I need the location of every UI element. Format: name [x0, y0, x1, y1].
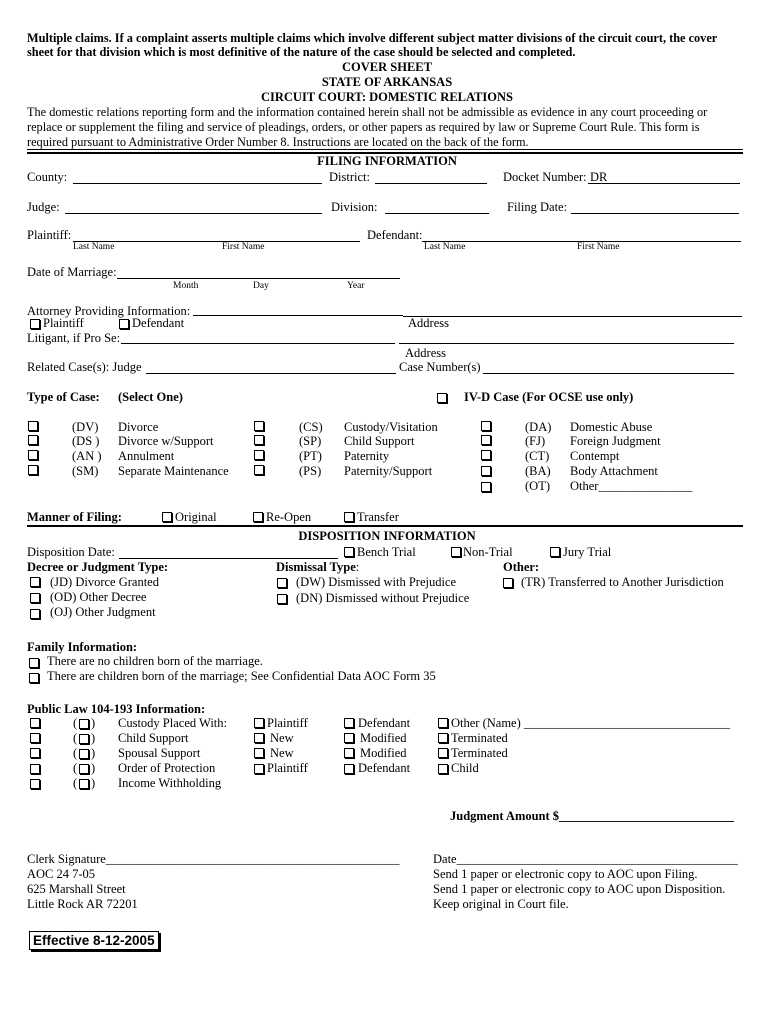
case-type-code: (CS) — [299, 420, 323, 434]
case-type-code: (DV) — [72, 420, 99, 434]
dismissal-type-colon: : — [355, 560, 360, 574]
paren-close: ) — [91, 731, 96, 745]
public-law-b-label: Defendant — [358, 716, 411, 730]
litigant-field[interactable] — [121, 343, 395, 344]
case-type-checkbox[interactable] — [481, 421, 491, 431]
defendant-first-name-caption: First Name — [577, 242, 620, 252]
dismissal-type-text: Dismissal Type — [276, 560, 356, 574]
docket-field[interactable] — [588, 183, 740, 184]
judge-label: Judge: — [27, 200, 60, 214]
dismissal-option: (DW) Dismissed with Prejudice — [296, 575, 457, 589]
date-of-marriage-field[interactable] — [117, 278, 400, 279]
case-type-name: Child Support — [344, 434, 415, 448]
public-law-b-checkbox[interactable] — [344, 764, 354, 774]
case-type-name: Separate Maintenance — [118, 464, 229, 478]
public-law-a-label: New — [270, 731, 294, 745]
bench-trial-checkbox[interactable] — [344, 547, 354, 557]
plaintiff-last-name-caption: Last Name — [73, 242, 115, 252]
dismissal-type-label — [276, 560, 359, 574]
filing-info-title: FILING INFORMATION — [317, 154, 457, 168]
case-type-name: Divorce — [118, 420, 159, 434]
county-field[interactable] — [73, 183, 322, 184]
family-info-label: Family Information: — [27, 640, 138, 654]
public-law-b-label: Defendant — [358, 761, 411, 775]
public-law-c-label: Terminated — [451, 746, 508, 760]
dismissal-checkbox[interactable] — [277, 594, 287, 604]
public-law-b-checkbox[interactable] — [344, 748, 354, 758]
case-type-label: Type of Case: — [27, 390, 100, 404]
public-law-sub-checkbox[interactable] — [79, 734, 89, 744]
bench-trial-label: Bench Trial — [357, 545, 416, 559]
filing-date-label: Filing Date: — [507, 200, 568, 214]
copy-instruction: Send 1 paper or electronic copy to AOC upon Disposition. — [433, 882, 726, 896]
public-law-sub-checkbox[interactable] — [79, 779, 89, 789]
paren-open: ( — [73, 731, 78, 745]
public-law-a-label: Plaintiff — [267, 716, 308, 730]
effective-date-box: Effective 8-12-2005 — [29, 931, 159, 950]
case-type-name: Other_______________ — [570, 479, 693, 493]
case-type-name: Contempt — [570, 449, 620, 463]
form-title: COVER SHEET — [342, 60, 432, 74]
public-law-a-checkbox[interactable] — [254, 718, 264, 728]
attorney-address-caption: Address — [408, 316, 449, 330]
case-type-code: (PS) — [299, 464, 322, 478]
intro-line-1: Multiple claims. If a complaint asserts multiple claims which involve different subject matter divisions of the circuit court, the cover — [27, 31, 718, 45]
attorney-plaintiff-checkbox[interactable] — [30, 319, 40, 329]
family-option: There are no children born of the marriage. — [47, 654, 263, 668]
case-type-select-one: (Select One) — [118, 390, 183, 404]
decree-checkbox[interactable] — [30, 609, 40, 619]
paren-open: ( — [73, 746, 78, 760]
paren-close: ) — [91, 776, 96, 790]
county-label: County: — [27, 170, 68, 184]
case-type-name: Domestic Abuse — [570, 420, 653, 434]
public-law-a-label: Plaintiff — [267, 761, 308, 775]
family-option: There are children born of the marriage; See Confidential Data AOC Form 35 — [47, 669, 436, 683]
filing-date-field[interactable] — [571, 213, 739, 214]
defendant-label: Defendant: — [367, 228, 423, 242]
case-type-name: Paternity/Support — [344, 464, 433, 478]
form-state: STATE OF ARKANSAS — [321, 75, 453, 89]
plaintiff-field[interactable] — [73, 241, 360, 242]
case-type-checkbox[interactable] — [254, 421, 264, 431]
case-type-name: Foreign Judgment — [570, 434, 661, 448]
date-of-marriage-label: Date of Marriage: — [27, 265, 117, 279]
plaintiff-label: Plaintiff: — [27, 228, 72, 242]
case-type-name: Divorce w/Support — [118, 434, 214, 448]
docket-value: DR — [590, 170, 608, 184]
case-type-checkbox[interactable] — [28, 421, 38, 431]
case-type-checkbox[interactable] — [28, 450, 38, 460]
year-caption: Year — [347, 281, 365, 291]
division-label: Division: — [331, 200, 378, 214]
case-type-name: Custody/Visitation — [344, 420, 438, 434]
family-checkbox[interactable] — [29, 658, 39, 668]
public-law-item: Order of Protection — [118, 761, 216, 775]
public-law-a-label: New — [270, 746, 294, 760]
public-law-c-label: Child — [451, 761, 479, 775]
case-type-checkbox[interactable] — [254, 450, 264, 460]
case-type-name: Body Attachment — [570, 464, 658, 478]
case-type-checkbox[interactable] — [481, 435, 491, 445]
case-type-code: (CT) — [525, 449, 550, 463]
transfer-label: Transfer — [357, 510, 399, 524]
case-type-code: (BA) — [525, 464, 551, 478]
paren-close: ) — [91, 761, 96, 775]
case-type-checkbox[interactable] — [254, 435, 264, 445]
case-type-checkbox[interactable] — [481, 482, 491, 492]
public-law-checkbox[interactable] — [30, 748, 40, 758]
case-type-checkbox[interactable] — [28, 435, 38, 445]
public-law-sub-checkbox[interactable] — [79, 719, 89, 729]
attorney-plaintiff-label: Plaintiff — [43, 316, 84, 330]
case-type-code: (SM) — [72, 464, 99, 478]
copy-instruction: Keep original in Court file. — [433, 897, 569, 911]
intro-line-2: sheet for that division which is most definitive of the nature of the case should be selected and completed. — [27, 45, 576, 59]
public-law-label: Public Law 104-193 Information: — [27, 702, 206, 716]
public-law-b-checkbox[interactable] — [344, 718, 354, 728]
case-type-name: Annulment — [118, 449, 175, 463]
disposition-date-label: Disposition Date: — [27, 545, 115, 559]
public-law-item: Income Withholding — [118, 776, 222, 790]
public-law-c-label: Other (Name) _________________________________ — [451, 716, 731, 730]
aoc-city: Little Rock AR 72201 — [27, 897, 138, 911]
form-court: CIRCUIT COURT: DOMESTIC RELATIONS — [260, 90, 514, 104]
case-type-name: Paternity — [344, 449, 390, 463]
copy-instruction: Send 1 paper or electronic copy to AOC upon Filing. — [433, 867, 698, 881]
family-checkbox[interactable] — [29, 673, 39, 683]
reopen-label: Re-Open — [266, 510, 312, 524]
district-label: District: — [329, 170, 370, 184]
divider — [27, 525, 743, 527]
litigant-label: Litigant, if Pro Se: — [27, 331, 121, 345]
related-cases-label: Related Case(s): Judge — [27, 360, 142, 374]
dismissal-option: (DN) Dismissed without Prejudice — [296, 591, 470, 605]
disposition-date-field[interactable] — [119, 558, 338, 559]
attorney-defendant-checkbox[interactable] — [119, 319, 129, 329]
divider — [27, 149, 743, 150]
manner-of-filing-label: Manner of Filing: — [27, 510, 122, 524]
aoc-form-number: AOC 24 7-05 — [27, 867, 96, 881]
case-type-checkbox[interactable] — [481, 450, 491, 460]
transferred-checkbox[interactable] — [503, 578, 513, 588]
case-type-code: (DA) — [525, 420, 552, 434]
case-type-code: (DS ) — [72, 434, 100, 448]
decree-option: (OJ) Other Judgment — [50, 605, 156, 619]
decree-checkbox[interactable] — [30, 577, 40, 587]
ivd-checkbox[interactable] — [437, 393, 447, 403]
decree-type-label: Decree or Judgment Type: — [27, 560, 169, 574]
notice-line-2: replace or supplement the filing and service of pleadings, orders, or other papers as required by law or Supreme Court Rule. This form is — [27, 120, 700, 134]
attorney-defendant-label: Defendant — [132, 316, 185, 330]
public-law-c-checkbox[interactable] — [438, 718, 448, 728]
case-type-code: (OT) — [525, 479, 550, 493]
case-numbers-field[interactable] — [483, 373, 734, 374]
notice-line-1: The domestic relations reporting form and the information contained herein shall not be admissible as evidence in any court proceeding or — [27, 105, 708, 119]
public-law-b-label: Modified — [360, 731, 407, 745]
public-law-c-checkbox[interactable] — [438, 748, 448, 758]
judgment-amount: Judgment Amount $____________________________ — [450, 809, 735, 823]
case-type-code: (AN ) — [72, 449, 102, 463]
reopen-checkbox[interactable] — [253, 512, 263, 522]
month-caption: Month — [173, 281, 199, 291]
public-law-checkbox[interactable] — [30, 779, 40, 789]
jury-trial-checkbox[interactable] — [550, 547, 560, 557]
case-type-checkbox[interactable] — [28, 465, 38, 475]
decree-option: (OD) Other Decree — [50, 590, 147, 604]
public-law-a-checkbox[interactable] — [254, 764, 264, 774]
disposition-title: DISPOSITION INFORMATION — [298, 529, 476, 543]
paren-open: ( — [73, 761, 78, 775]
public-law-c-checkbox[interactable] — [438, 764, 448, 774]
litigant-address-caption: Address — [405, 346, 446, 360]
dismissal-checkbox[interactable] — [277, 578, 287, 588]
litigant-address-field[interactable] — [399, 343, 734, 344]
plaintiff-first-name-caption: First Name — [222, 242, 265, 252]
public-law-c-checkbox[interactable] — [438, 733, 448, 743]
public-law-sub-checkbox[interactable] — [79, 749, 89, 759]
district-field[interactable] — [375, 183, 487, 184]
original-checkbox[interactable] — [162, 512, 172, 522]
public-law-a-checkbox[interactable] — [254, 733, 264, 743]
public-law-c-label: Terminated — [451, 731, 508, 745]
clerk-signature: Clerk Signature_______________________________________________ — [27, 852, 400, 866]
other-disposition-label: Other: — [503, 560, 540, 574]
public-law-checkbox[interactable] — [30, 733, 40, 743]
paren-open: ( — [73, 716, 78, 730]
non-trial-checkbox[interactable] — [451, 547, 461, 557]
case-numbers-label: Case Number(s) — [399, 360, 481, 374]
public-law-checkbox[interactable] — [30, 764, 40, 774]
public-law-item: Child Support — [118, 731, 189, 745]
day-caption: Day — [253, 281, 269, 291]
attorney-label: Attorney Providing Information: — [27, 304, 191, 318]
original-label: Original — [175, 510, 217, 524]
public-law-checkbox[interactable] — [30, 718, 40, 728]
decree-option: (JD) Divorce Granted — [50, 575, 159, 589]
public-law-a-checkbox[interactable] — [254, 748, 264, 758]
public-law-b-label: Modified — [360, 746, 407, 760]
docket-label: Docket Number: — [503, 170, 587, 184]
paren-open: ( — [73, 776, 78, 790]
paren-close: ) — [91, 716, 96, 730]
case-type-code: (PT) — [299, 449, 322, 463]
case-type-checkbox[interactable] — [254, 465, 264, 475]
public-law-sub-checkbox[interactable] — [79, 764, 89, 774]
defendant-last-name-caption: Last Name — [424, 242, 466, 252]
case-type-checkbox[interactable] — [481, 466, 491, 476]
transferred-option: (TR) Transferred to Another Jurisdiction — [521, 575, 724, 589]
case-type-code: (SP) — [299, 434, 322, 448]
date-signature: Date_____________________________________________ — [433, 852, 738, 866]
attorney-field-right[interactable] — [403, 316, 742, 317]
paren-close: ) — [91, 746, 96, 760]
case-type-code: (FJ) — [525, 434, 546, 448]
decree-checkbox[interactable] — [30, 593, 40, 603]
judge-field[interactable] — [65, 213, 322, 214]
notice-line-3: required pursuant to Administrative Order Number 8. Instructions are located on the back of the form. — [27, 135, 529, 149]
aoc-street: 625 Marshall Street — [27, 882, 126, 896]
jury-trial-label: Jury Trial — [563, 545, 612, 559]
non-trial-label: Non-Trial — [463, 545, 513, 559]
public-law-item: Spousal Support — [118, 746, 201, 760]
division-field[interactable] — [385, 213, 489, 214]
attorney-field[interactable] — [193, 315, 403, 316]
public-law-item: Custody Placed With: — [118, 716, 227, 730]
ivd-label: IV-D Case (For OCSE use only) — [464, 390, 634, 404]
transfer-checkbox[interactable] — [344, 512, 354, 522]
related-judge-field[interactable] — [146, 373, 396, 374]
public-law-b-checkbox[interactable] — [344, 733, 354, 743]
